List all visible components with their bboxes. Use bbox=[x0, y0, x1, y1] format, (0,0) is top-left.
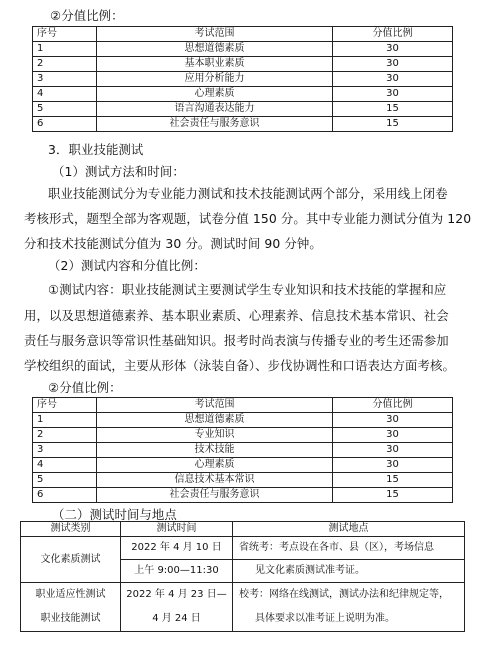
table-row bbox=[33, 117, 453, 132]
schedule-table bbox=[20, 521, 465, 632]
cell-scope: 思想道德素质 bbox=[97, 42, 333, 57]
table-row bbox=[33, 473, 453, 488]
paragraph-line: 考核形式，题型全部为客观题，试卷分值 150 分。其中专业能力测试分值为 120 bbox=[24, 211, 472, 226]
cell-ratio: 15 bbox=[333, 117, 453, 132]
cell-scope: 应用分析能力 bbox=[97, 72, 333, 87]
table-row bbox=[33, 458, 453, 473]
cell-ratio: 30 bbox=[333, 87, 453, 102]
table-row bbox=[33, 428, 453, 443]
cell-place-line: 见文化素质测试准考证。 bbox=[233, 560, 465, 583]
header-scope: 考试范围 bbox=[97, 27, 333, 42]
cell-scope: 心理素质 bbox=[97, 458, 333, 473]
score-ratio-title-2: ②分值比例： bbox=[48, 380, 122, 395]
header-seq: 序号 bbox=[33, 398, 97, 413]
table-row bbox=[21, 583, 465, 608]
header-ratio: 分值比例 bbox=[333, 398, 453, 413]
table-header-row bbox=[33, 398, 453, 413]
cell-category-culture: 文化素质测试 bbox=[21, 537, 121, 583]
paragraph-line: 责任与服务意识等常识性基础知识。报考时尚表演与传播专业的考生还需参加 bbox=[24, 333, 449, 348]
cell-category-line: 职业适应性测试 bbox=[21, 583, 121, 608]
cell-seq: 1 bbox=[33, 42, 97, 57]
cell-ratio: 30 bbox=[333, 428, 453, 443]
cell-seq: 4 bbox=[33, 87, 97, 102]
cell-ratio: 15 bbox=[333, 488, 453, 503]
cell-ratio: 30 bbox=[333, 42, 453, 57]
cell-time-line: 4 月 24 日 bbox=[121, 607, 233, 632]
cell-place-line: 具体要求以准考证上说明为准。 bbox=[233, 607, 465, 632]
cell-seq: 5 bbox=[33, 102, 97, 117]
cell-seq: 2 bbox=[33, 57, 97, 72]
cell-scope: 社会责任与服务意识 bbox=[97, 117, 333, 132]
score-table-2 bbox=[32, 397, 453, 503]
cell-time-line: 2022 年 4 月 10 日 bbox=[121, 537, 233, 560]
table-row bbox=[33, 87, 453, 102]
header-ratio: 分值比例 bbox=[333, 27, 453, 42]
subheading-content-ratio: （2）测试内容和分值比例： bbox=[48, 258, 206, 273]
paragraph-line: 分和技术技能测试分值为 30 分。测试时间 90 分钟。 bbox=[24, 236, 322, 251]
cell-seq: 6 bbox=[33, 117, 97, 132]
cell-scope: 社会责任与服务意识 bbox=[97, 488, 333, 503]
cell-category-line: 职业技能测试 bbox=[21, 607, 121, 632]
table-row bbox=[33, 488, 453, 503]
table-row bbox=[33, 72, 453, 87]
cell-seq: 6 bbox=[33, 488, 97, 503]
cell-scope: 信息技术基本常识 bbox=[97, 473, 333, 488]
header-time: 测试时间 bbox=[121, 522, 233, 537]
cell-ratio: 30 bbox=[333, 458, 453, 473]
table-row bbox=[33, 102, 453, 117]
cell-place-line: 校考：网络在线测试，测试办法和纪律规定等， bbox=[233, 583, 465, 608]
table-row bbox=[21, 607, 465, 632]
table-header-row bbox=[21, 522, 465, 537]
paragraph-line: 职业技能测试分为专业能力测试和技术技能测试两个部分，采用线上闭卷 bbox=[48, 186, 448, 201]
subheading-method-time: （1）测试方法和时间： bbox=[52, 164, 185, 179]
heading-vocational-skill: 3．职业技能测试 bbox=[48, 142, 144, 157]
cell-scope: 基本职业素质 bbox=[97, 57, 333, 72]
cell-ratio: 30 bbox=[333, 413, 453, 428]
header-seq: 序号 bbox=[33, 27, 97, 42]
cell-scope: 心理素质 bbox=[97, 87, 333, 102]
header-scope: 考试范围 bbox=[97, 398, 333, 413]
cell-seq: 2 bbox=[33, 428, 97, 443]
cell-ratio: 30 bbox=[333, 57, 453, 72]
cell-seq: 3 bbox=[33, 443, 97, 458]
cell-seq: 1 bbox=[33, 413, 97, 428]
cell-scope: 语言沟通表达能力 bbox=[97, 102, 333, 117]
cell-scope: 专业知识 bbox=[97, 428, 333, 443]
table-row bbox=[21, 537, 465, 560]
subheading-time-place: （二）测试时间与地点 bbox=[52, 507, 177, 522]
cell-seq: 3 bbox=[33, 72, 97, 87]
header-place: 测试地点 bbox=[233, 522, 465, 537]
cell-time-line: 上午 9:00—11:30 bbox=[121, 560, 233, 583]
score-table-1 bbox=[32, 26, 453, 132]
table-row bbox=[33, 413, 453, 428]
cell-seq: 4 bbox=[33, 458, 97, 473]
score-ratio-title-1: ②分值比例： bbox=[50, 8, 124, 23]
paragraph-line: 用，以及思想道德素养、基本职业素质、心理素养、信息技术基本常识、社会 bbox=[24, 308, 449, 323]
cell-seq: 5 bbox=[33, 473, 97, 488]
cell-scope: 思想道德素质 bbox=[97, 413, 333, 428]
table-row bbox=[33, 443, 453, 458]
table-row bbox=[33, 57, 453, 72]
cell-ratio: 30 bbox=[333, 443, 453, 458]
cell-ratio: 15 bbox=[333, 102, 453, 117]
cell-time-line: 2022 年 4 月 23 日— bbox=[121, 583, 233, 608]
table-row bbox=[33, 42, 453, 57]
cell-ratio: 15 bbox=[333, 473, 453, 488]
table-header-row bbox=[33, 27, 453, 42]
cell-ratio: 30 bbox=[333, 72, 453, 87]
paragraph-line: 学校组织的面试，主要从形体（泳装自备）、步伐协调性和口语表达方面考核。 bbox=[24, 358, 455, 373]
cell-scope: 技术技能 bbox=[97, 443, 333, 458]
cell-place-line: 省统考：考点设在各市、县（区），考场信息 bbox=[233, 537, 465, 560]
header-category: 测试类别 bbox=[21, 522, 121, 537]
paragraph-line: ①测试内容：职业技能测试主要测试学生专业知识和技术技能的掌握和应 bbox=[48, 282, 447, 297]
